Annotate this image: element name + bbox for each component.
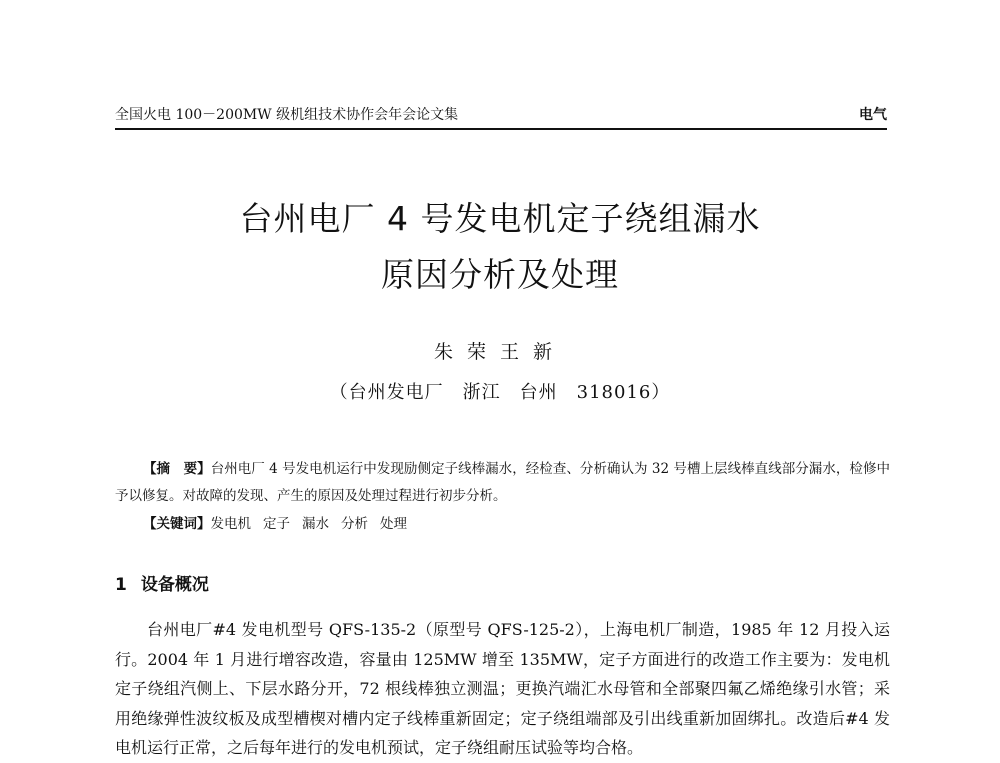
paper-title-line-2: 原因分析及处理 xyxy=(381,255,619,294)
section-number: 1 xyxy=(115,575,127,595)
keywords xyxy=(143,512,419,532)
paper-title-line-1: 台州电厂 4 号发电机定子绕组漏水 xyxy=(239,199,761,238)
abstract-label: 【摘 要】 xyxy=(143,461,211,477)
body-paragraph: 台州电厂#4 发电机型号 QFS-135-2（原型号 QFS-125-2），上海电机厂制造，1985 年 12 月投入运行。2004 年 1 月进行增容改造，容量由 125MW 增至 135MW，定子方面进行的改造工作主要为：发电机定子绕组汽侧上、下层水路分开，72 根线棒独立测温；更换汽端汇水母管和全部聚四氟乙烯绝缘引水管；采用绝缘弹性波纹板及成型槽楔对槽内定子线棒重新固定；定子绕组端部及引出线重新加固绑扎。改造后#4 发电机运行正常，之后每年进行的发电机预试，定子绕组耐压试验等均合格。 xyxy=(115,620,890,757)
proceedings-title: 全国火电 100－200MW 级机组技术协作会年会论文集 xyxy=(115,107,459,123)
keyword: 分析 xyxy=(341,516,368,532)
keyword: 处理 xyxy=(380,516,407,532)
keyword: 漏水 xyxy=(302,516,329,532)
category-label: 电气 xyxy=(859,107,887,123)
keyword: 定子 xyxy=(263,516,290,532)
affiliation: （台州发电厂 浙江 台州 318016） xyxy=(329,382,671,403)
authors: 朱荣王新 xyxy=(433,341,566,363)
section-title: 设备概况 xyxy=(140,575,209,595)
keyword: 发电机 xyxy=(210,516,251,532)
running-header xyxy=(115,104,887,130)
abstract xyxy=(115,456,890,510)
keywords-label: 【关键词】 xyxy=(143,516,211,532)
section-heading xyxy=(115,570,209,595)
abstract-text: 台州电厂 4 号发电机运行中发现励侧定子线棒漏水，经检查、分析确认为 32 号槽上层线棒直线部分漏水，检修中予以修复。对故障的发现、产生的原因及处理过程进行初步分析。 xyxy=(115,461,890,504)
